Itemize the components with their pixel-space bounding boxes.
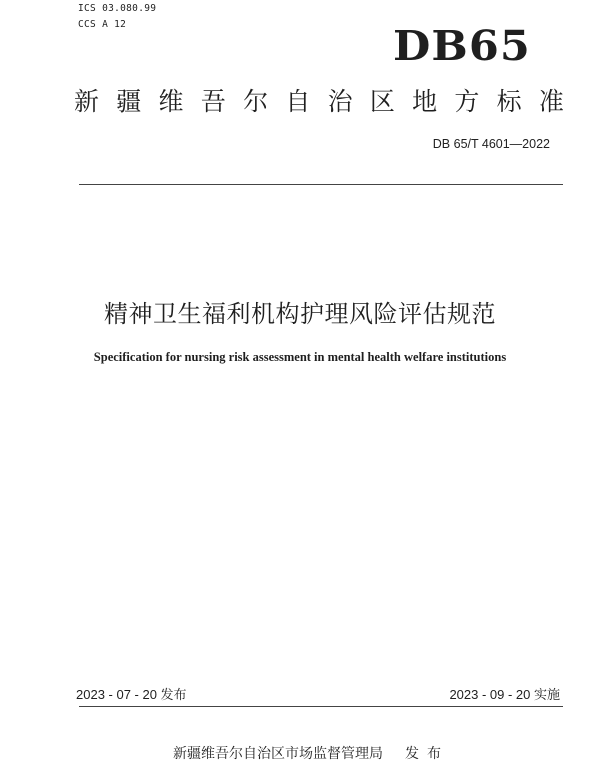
standard-name-char: 疆 xyxy=(116,87,142,116)
header-divider xyxy=(79,184,563,185)
standard-name-char: 方 xyxy=(454,87,480,116)
standard-number: DB 65/T 4601—2022 xyxy=(432,137,550,151)
footer-divider xyxy=(79,706,563,707)
standard-name-char: 区 xyxy=(369,87,395,116)
publisher-name: 新疆维吾尔自治区市场监督管理局 xyxy=(173,746,383,762)
standard-name-char: 地 xyxy=(412,87,438,116)
standard-category-name xyxy=(74,85,564,119)
standard-name-char: 维 xyxy=(158,87,184,116)
standard-name-char: 自 xyxy=(285,87,311,116)
publisher-line xyxy=(173,744,449,764)
standard-name-char: 治 xyxy=(327,87,353,116)
standard-name-char: 准 xyxy=(538,87,564,116)
issue-date: 2023 - 07 - 20 发布 xyxy=(76,687,187,702)
standard-name-char: 吾 xyxy=(200,87,226,116)
implementation-date: 2023 - 09 - 20 实施 xyxy=(449,687,560,702)
standard-name-char: 尔 xyxy=(243,87,269,116)
document-title-en: Specification for nursing risk assessment in mental health welfare institutions xyxy=(93,350,507,364)
ccs-code: CCS A 12 xyxy=(78,19,127,30)
document-title-zh: 精神卫生福利机构护理风险评估规范 xyxy=(104,300,496,328)
standard-name-char: 标 xyxy=(496,87,522,116)
standard-name-char: 新 xyxy=(74,87,100,116)
issued-label: 发布 xyxy=(405,746,449,762)
classification-codes xyxy=(78,1,156,33)
db65-logo: DB65 xyxy=(393,22,531,70)
ics-code: ICS 03.080.99 xyxy=(78,3,157,14)
